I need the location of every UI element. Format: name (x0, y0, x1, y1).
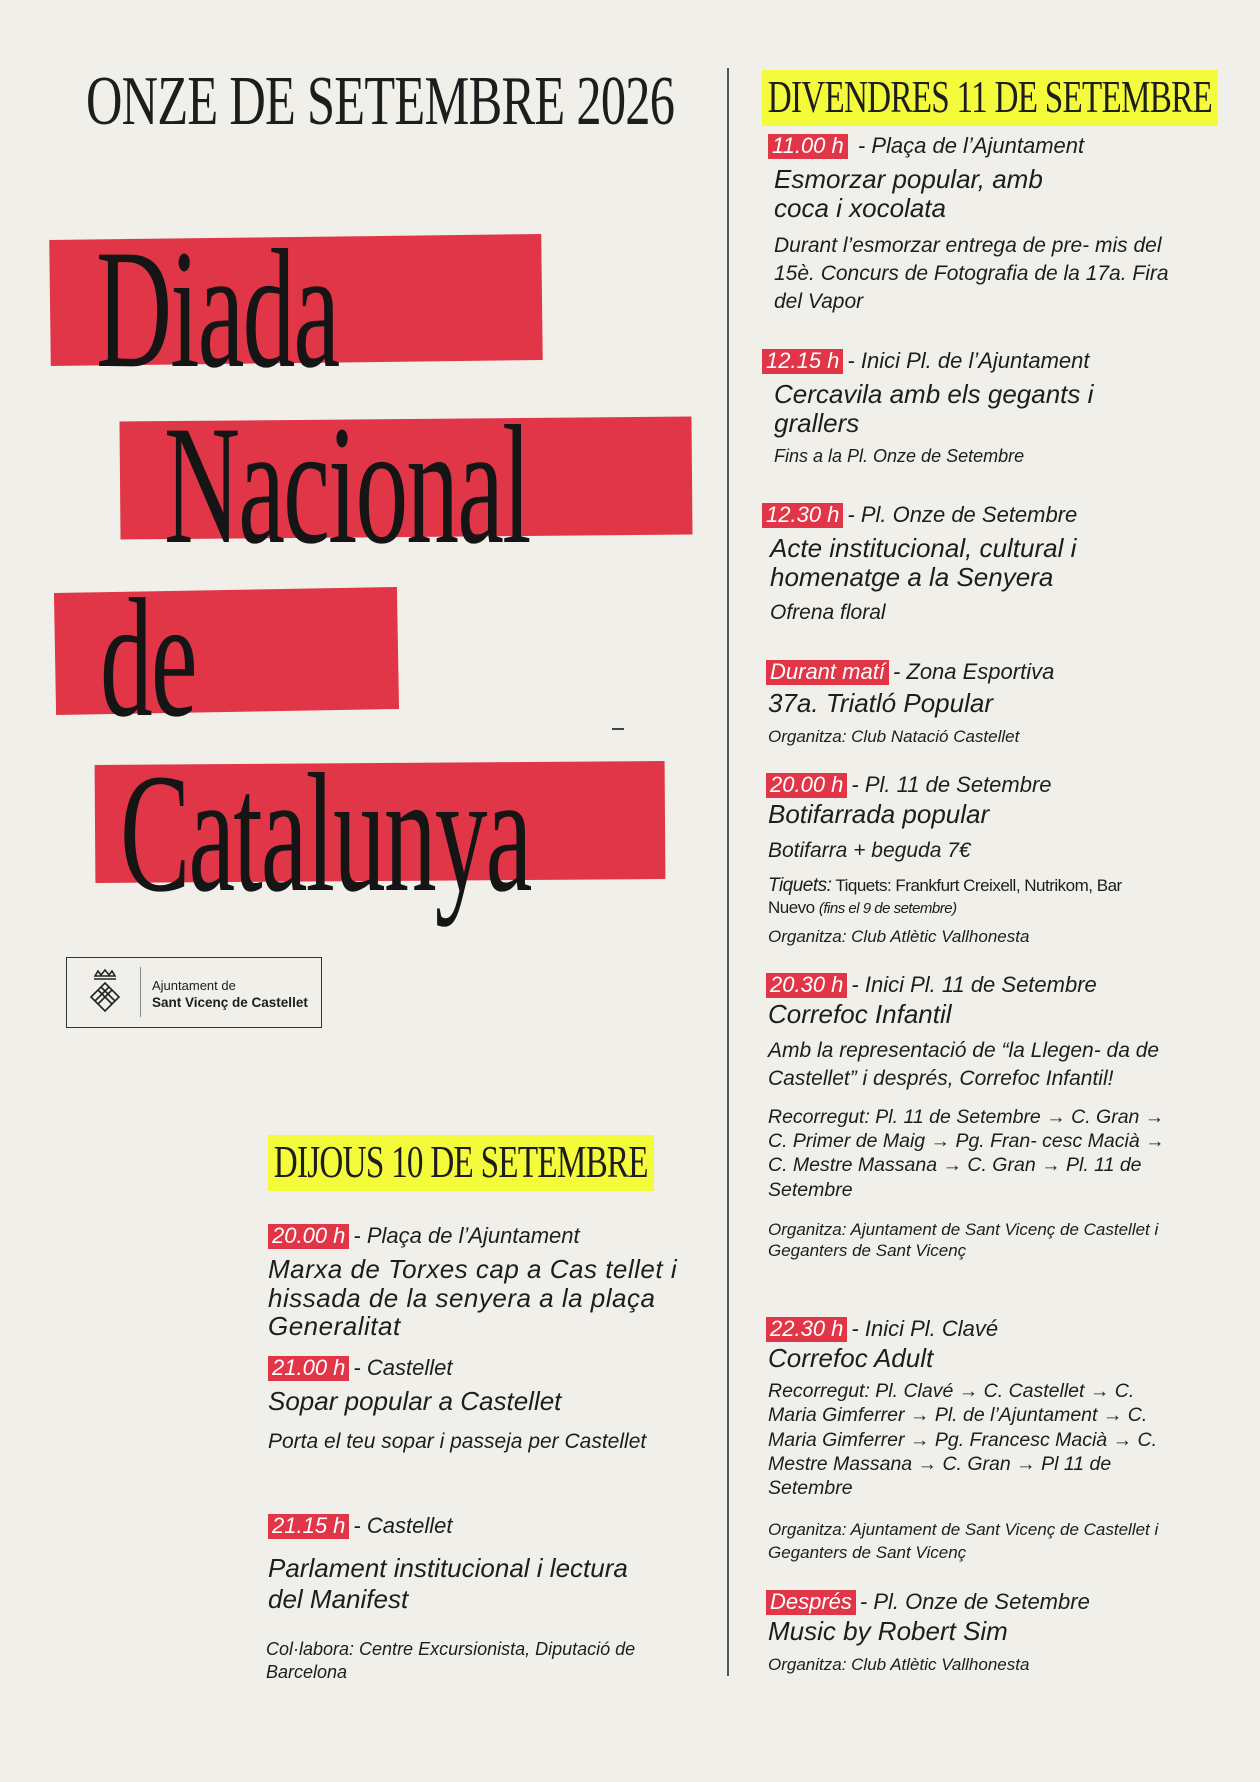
event-place: - Pl. Onze de Setembre (859, 1589, 1090, 1614)
event-place: - Plaça de l’Ajuntament (851, 133, 1085, 158)
logo-separator (140, 967, 141, 1017)
time-badge: 21.00 h (268, 1356, 349, 1381)
friday-event-3 (762, 503, 1182, 627)
friday-event-8 (766, 1590, 1186, 1675)
event-organizer: Organitza: Club Natació Castellet (768, 726, 1020, 746)
time-badge: Després (766, 1590, 856, 1615)
event-place: - Pl. 11 de Setembre (851, 772, 1052, 797)
coat-of-arms-icon (87, 968, 123, 1016)
thursday-event-2 (268, 1356, 668, 1456)
time-badge: 22.30 h (766, 1317, 847, 1342)
big-title-line-4: Catalunya (120, 739, 531, 927)
friday-event-4 (766, 660, 1186, 747)
event-place: - Pl. Onze de Setembre (847, 502, 1078, 527)
event-title: Parlament institucional i lectura del Manifest (268, 1553, 628, 1615)
event-title: Marxa de Torxes cap a Cas tellet i hissada de la senyera a la plaça Generalitat (268, 1254, 678, 1342)
event-place: - Zona Esportiva (892, 659, 1055, 684)
event-title: Cercavila amb els gegants i grallers (774, 379, 1094, 438)
time-badge: 20.00 h (268, 1224, 349, 1249)
event-title: Botifarrada popular (768, 799, 990, 830)
time-badge: 20.00 h (766, 773, 847, 798)
tickets-label: Tiquets: (768, 874, 832, 896)
event-description: Amb la representació de “la Llegen- da de Castellet” i després, Correfoc Infantil! (768, 1038, 1160, 1090)
event-title: Acte institucional, cultural i homenatge a la Senyera (770, 533, 1077, 592)
event-description: Porta el teu sopar i passeja per Castellet (268, 1429, 647, 1453)
event-title: 37a. Triatló Popular (768, 688, 993, 719)
event-organizer: Organitza: Ajuntament de Sant Vicenç de Castellet i Geganters de Sant Vicenç (768, 1220, 1159, 1260)
event-route: Recorregut: Pl. 11 de Setembre → C. Gran → C. Primer de Maig → Pg. Fran- cesc Macià → C. Mestre Massana → C. Gran → Pl. 11 de Setembre (768, 1105, 1165, 1201)
column-divider (727, 68, 729, 1676)
time-badge: 21.15 h (268, 1514, 349, 1539)
event-route: Recorregut: Pl. Clavé → C. Castellet → C. Maria Gimferrer → Pl. de l’Ajuntament → C. Maria Gimferrer → Pg. Francesc Macià → C. Mestre Massana → C. Gran → Pl 11 de Setembre (768, 1379, 1157, 1500)
big-title-line-1: Diada (96, 215, 339, 403)
decorative-dash (612, 728, 624, 730)
friday-event-7 (766, 1317, 1186, 1565)
event-place: - Castellet (353, 1355, 453, 1380)
time-badge: 12.15 h (762, 349, 843, 374)
event-title: Correfoc Adult (768, 1343, 934, 1374)
event-place: - Castellet (353, 1513, 453, 1538)
time-badge: 20.30 h (766, 973, 847, 998)
event-organizer: Organitza: Club Atlètic Vallhonesta (768, 926, 1030, 946)
event-title: Sopar popular a Castellet (268, 1386, 562, 1417)
thursday-event-3 (268, 1514, 648, 1616)
event-title: Esmorzar popular, amb coca i xocolata (774, 164, 1043, 223)
logo-text-line2: Sant Vicenç de Castellet (152, 995, 308, 1010)
big-title-line-3: de (100, 564, 196, 752)
friday-event-5 (766, 773, 1186, 947)
big-title-line-2: Nacional (164, 391, 530, 579)
time-badge: Durant matí (766, 660, 889, 685)
event-place: - Inici Pl. Clavé (851, 1316, 999, 1341)
friday-event-1 (768, 134, 1188, 316)
thursday-collaboration: Col·labora: Centre Excursionista, Diputació de Barcelona (266, 1639, 636, 1682)
tickets-text: Tiquets: Frankfurt Creixell, Nutrikom, Bar Nuevo (768, 875, 1122, 917)
event-tickets (768, 875, 1168, 918)
event-title: Correfoc Infantil (768, 999, 952, 1030)
friday-heading: DIVENDRES 11 DE SETEMBRE (762, 70, 1218, 126)
event-place: - Inici Pl. 11 de Setembre (851, 972, 1097, 997)
event-small-note: Fins a la Pl. Onze de Setembre (774, 446, 1025, 467)
event-title: Music by Robert Sim (768, 1616, 1008, 1647)
thursday-event-1 (268, 1224, 688, 1341)
tickets-note: (fins el 9 de setembre) (818, 899, 957, 917)
event-description: Ofrena floral (770, 601, 886, 625)
logo-text-line1: Ajuntament de (152, 978, 236, 993)
event-description: Botifarra + beguda 7€ (768, 838, 971, 862)
time-badge: 11.00 h (768, 134, 848, 159)
event-organizer: Organitza: Club Atlètic Vallhonesta (768, 1654, 1030, 1674)
time-badge: 12.30 h (762, 503, 843, 528)
event-place: - Inici Pl. de l’Ajuntament (847, 348, 1090, 373)
event-description: Durant l’esmorzar entrega de pre- mis del 15è. Concurs de Fotografia de la 17a. Fira del Vapor (774, 234, 1169, 314)
main-title: ONZE DE SETEMBRE 2026 (86, 63, 675, 140)
friday-event-2 (762, 349, 1182, 468)
event-organizer: Organitza: Ajuntament de Sant Vicenç de Castellet i Geganters de Sant Vicenç (768, 1519, 1159, 1562)
thursday-heading: DIJOUS 10 DE SETEMBRE (268, 1135, 654, 1191)
municipal-logo (66, 957, 322, 1028)
event-place: - Plaça de l’Ajuntament (353, 1223, 580, 1248)
friday-event-6 (766, 973, 1186, 1261)
